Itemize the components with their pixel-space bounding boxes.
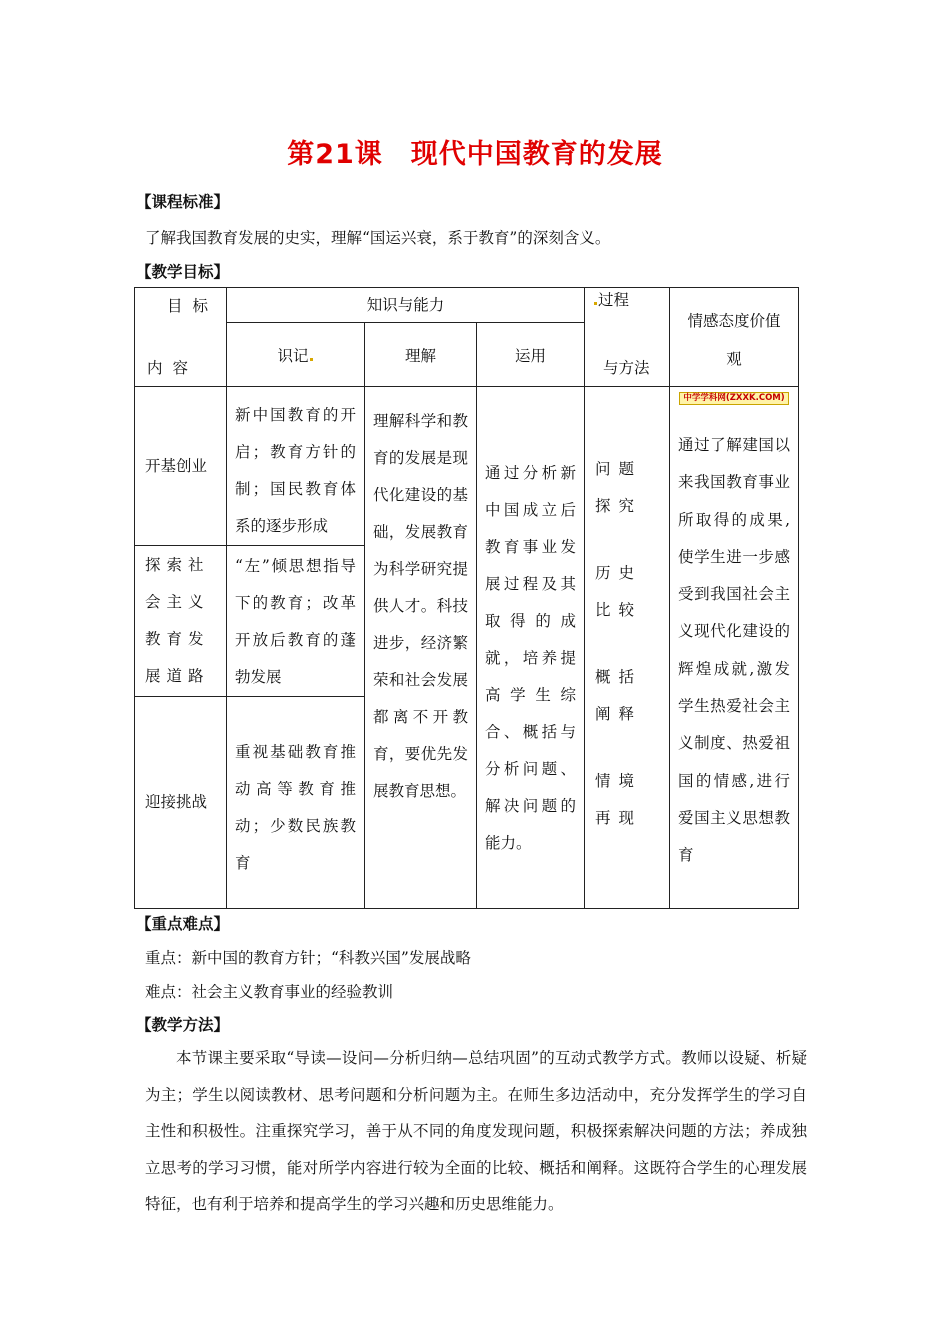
memorize-cell-1: 新中国教育的开启；教育方针的制；国民教育体系的逐步形成 — [227, 387, 365, 546]
process-header-line1: 过程 — [598, 291, 630, 309]
method-heading: 【教学方法】 — [136, 1015, 230, 1034]
understand-cell: 理解科学和教育的发展是现代化建设的基础，发展教育为科学研究提供人才。科技进步，经济繁荣和社会发展都离不开教育，要优先发展教育思想。 — [365, 387, 477, 909]
corner-bottom-label: 内容 — [147, 359, 199, 377]
memorize-cell-2: “左”倾思想指导下的教育；改革开放后教育的蓬勃发展 — [227, 546, 365, 697]
process-item-3: 概括阐释 — [595, 668, 643, 723]
difficult-point: 难点：社会主义教育事业的经验教训 — [145, 983, 394, 1001]
standard-heading: 【课程标准】 — [136, 192, 230, 211]
understand-header: 理解 — [365, 323, 477, 387]
row-label-3: 迎接挑战 — [135, 697, 227, 909]
standard-text: 了解我国教育发展的史实，理解“国运兴衰，系于教育”的深刻含义。 — [145, 229, 611, 247]
key-heading: 【重点难点】 — [136, 914, 230, 933]
memorize-header: 识记 — [227, 323, 365, 387]
row-label-1: 开基创业 — [135, 387, 227, 546]
process-header — [585, 288, 670, 387]
process-item-4: 情境再现 — [595, 772, 643, 827]
apply-header: 运用 — [477, 323, 585, 387]
method-text: 本节课主要采取“导读—设问—分析归纳—总结巩固”的互动式教学方式。教师以设疑、析疑为主；学生以阅读教材、思考问题和分析问题为主。在师生多边活动中，充分发挥学生的学习自主性和积极性。注重探究学习，善于从不同的角度发现问题，积极探索解决问题的方法；养成独立思考的学习习惯，能对所学内容进行较为全面的比较、概括和阐释。这既符合学生的心理发展特征，也有利于培养和提高学生的学习兴趣和历史思维能力。 — [145, 1049, 807, 1214]
key-point: 重点：新中国的教育方针；“科教兴国”发展战略 — [145, 949, 471, 967]
emotion-text: 通过了解建国以来我国教育事业所取得的成果,使学生进一步感受到我国社会主义现代化建设的辉煌成就,激发学生热爱社会主义制度、热爱祖国的情感,进行爱国主义思想教育 — [678, 436, 790, 865]
emotion-cell — [670, 387, 799, 909]
process-cell — [585, 387, 670, 909]
zxxk-logo-icon: 中学学科网(ZXXK.COM) — [679, 392, 788, 405]
process-header-line2: 与方法 — [603, 359, 650, 377]
process-item-2: 历史比较 — [595, 564, 643, 619]
corner-top-label: 目标 — [167, 297, 219, 315]
goals-heading: 【教学目标】 — [136, 262, 230, 281]
corner-header-cell — [135, 288, 227, 387]
emotion-header: 情感态度价值观 — [670, 288, 799, 387]
memorize-cell-3: 重视基础教育推动高等教育推动；少数民族教育 — [227, 697, 365, 909]
yellow-mark-icon — [594, 302, 597, 305]
yellow-mark-icon — [310, 358, 313, 361]
apply-cell: 通过分析新中国成立后教育事业发展过程及其取得的成就，培养提高学生综合、概括与分析问题、解决问题的能力。 — [477, 387, 585, 909]
process-item-1: 问题探究 — [595, 460, 643, 515]
page-title: 第21课 现代中国教育的发展 — [287, 139, 663, 170]
knowledge-header: 知识与能力 — [227, 288, 585, 323]
row-label-2: 探索社会主义教育发展道路 — [135, 546, 227, 697]
objectives-table — [134, 287, 799, 909]
